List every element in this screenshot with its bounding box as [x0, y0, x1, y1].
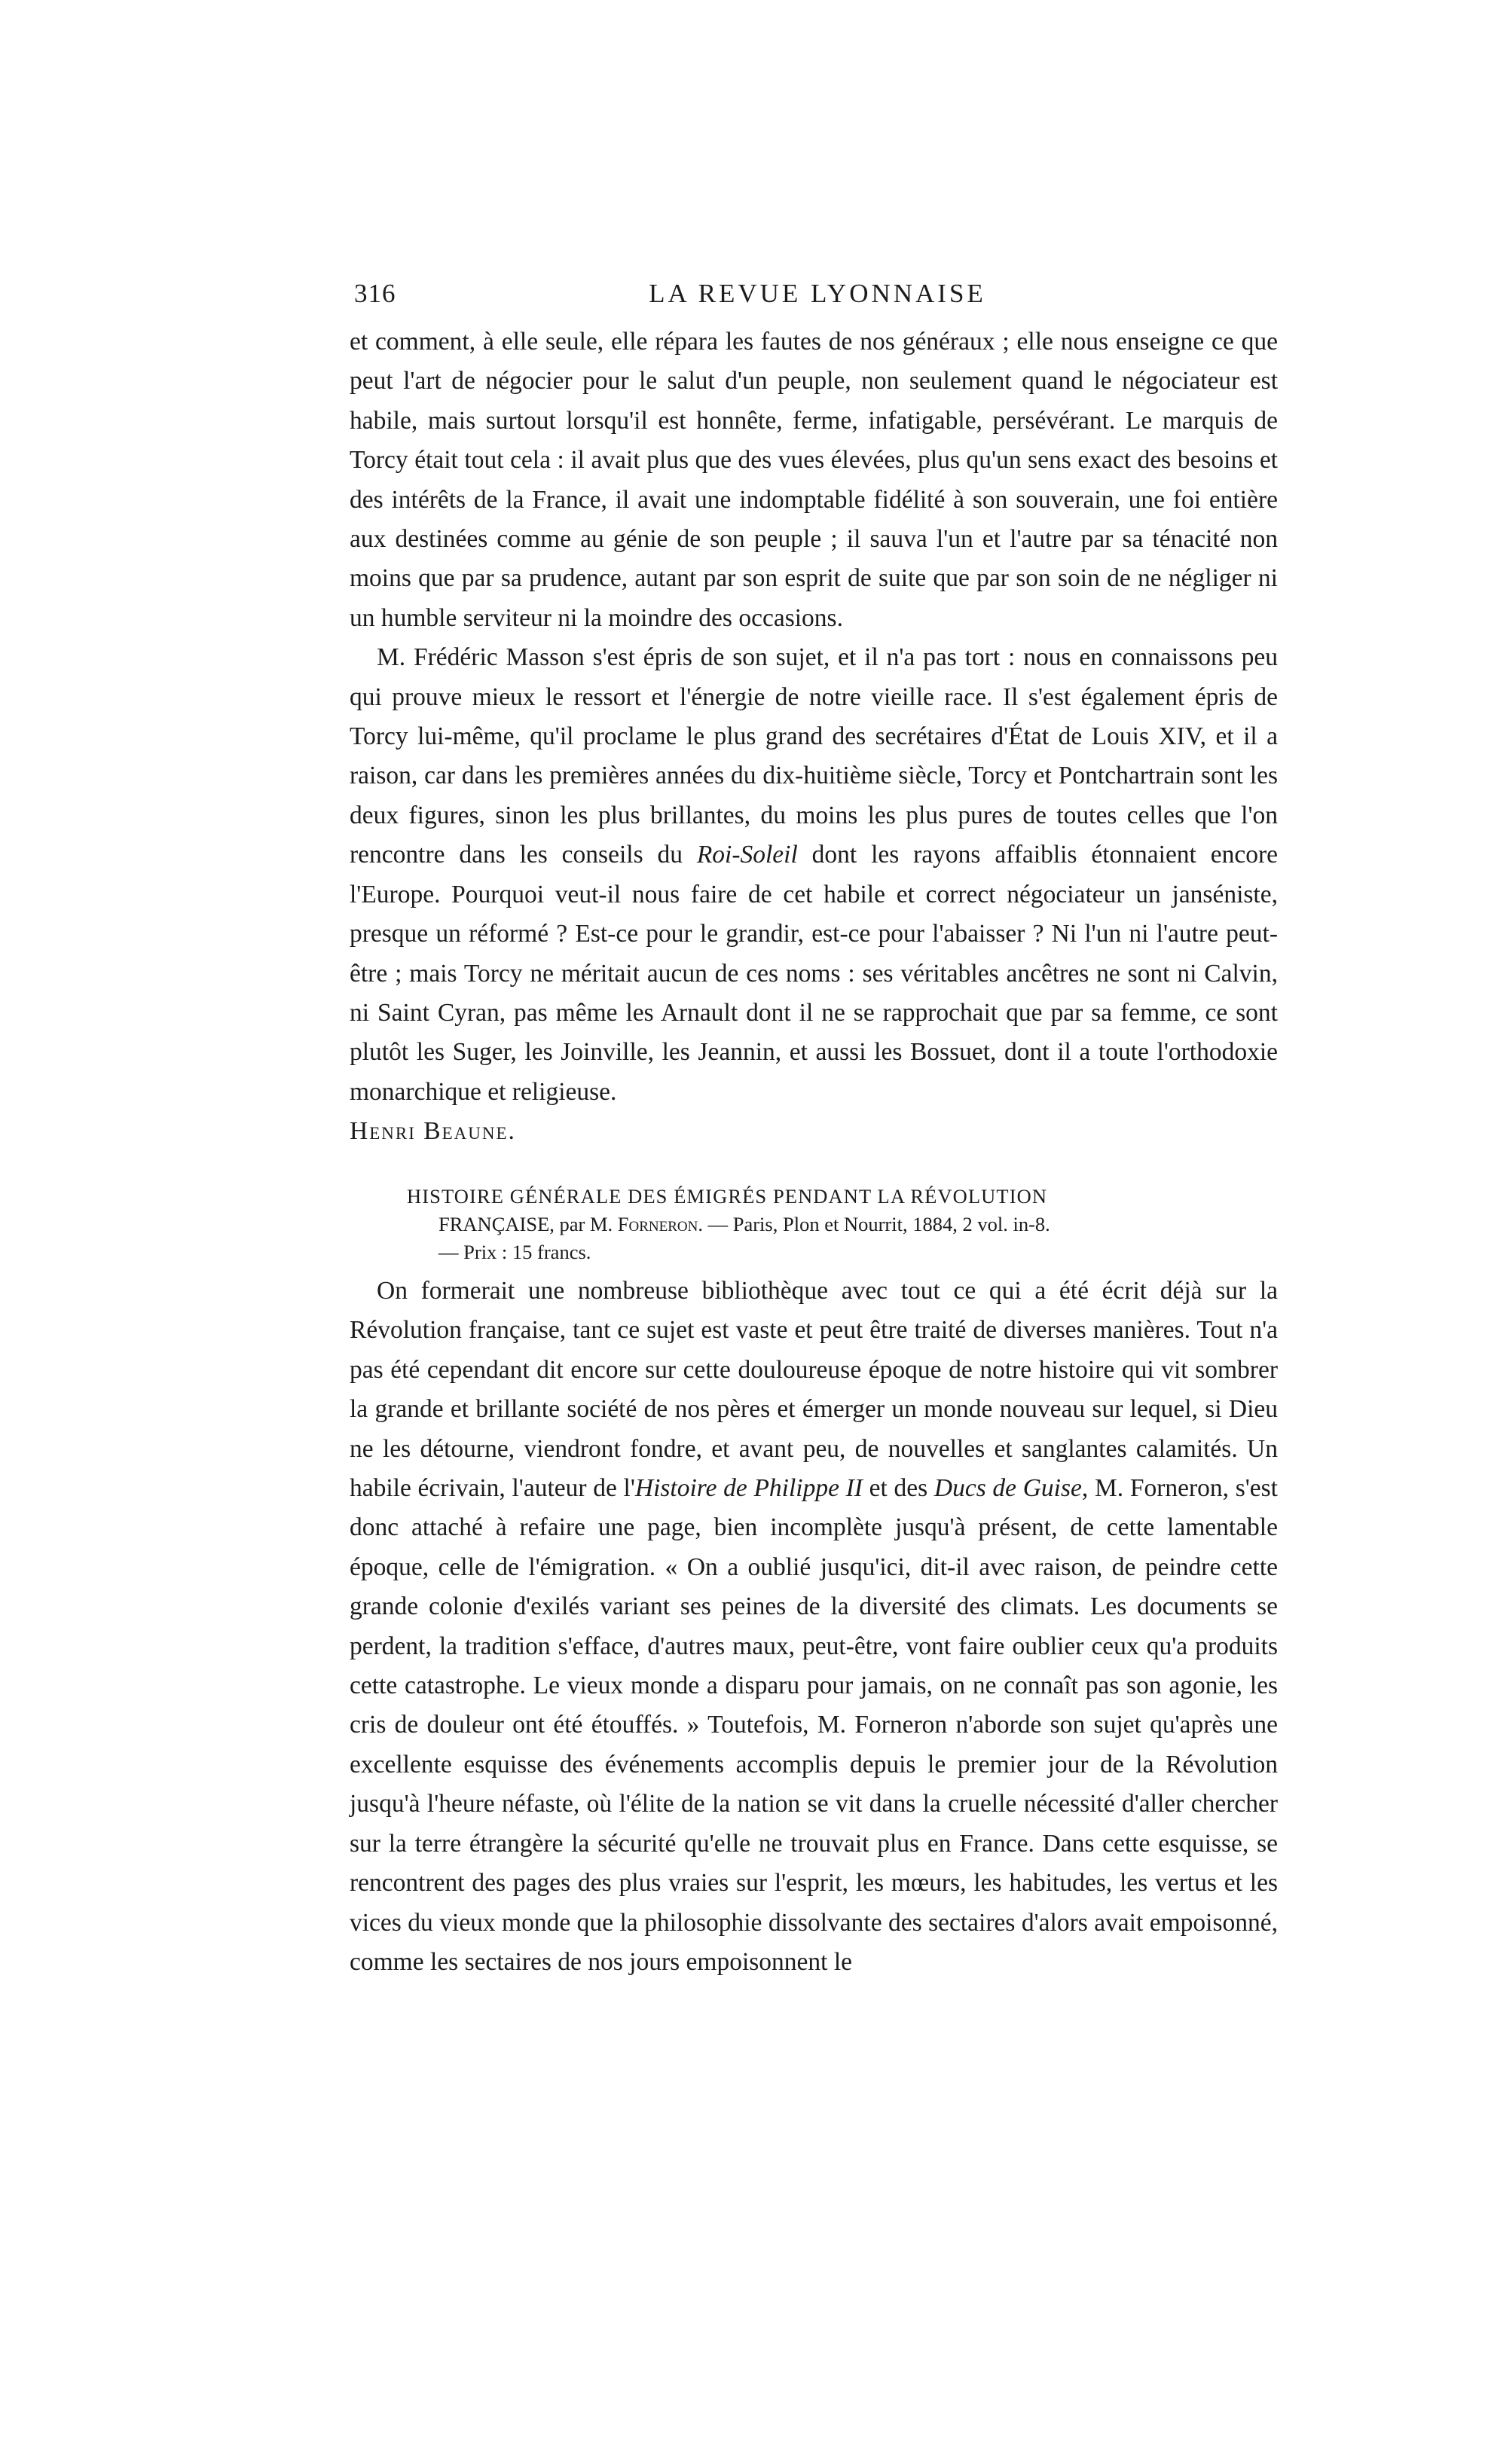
- running-head: [354, 279, 1281, 324]
- review-heading-publication: . — Paris, Plon et Nourrit, 1884, 2 vol. in-8.: [698, 1213, 1050, 1235]
- review-heading-line-2: [407, 1211, 1221, 1238]
- article-continuation: [350, 322, 1278, 1152]
- review-text-part-1: On formerait une nombreuse bibliothèque avec tout ce qui a été écrit déjà sur la Révolution française, tant ce sujet est vaste et peut être traité de diverses manières. Tout n'a pas été cependant dit encore sur cette douloureuse époque de notre histoire qui vit sombrer la grande et brillante société de nos pères et émerger un monde nouveau sur lequel, si Dieu ne les détourne, viendront fondre, et avant peu, de nouvelles et sanglantes calamités. Un habile écrivain, l'auteur de l': [350, 1277, 1278, 1503]
- review-heading: [407, 1183, 1221, 1266]
- article-paragraph-1: et comment, à elle seule, elle répara les fautes de nos généraux ; elle nous enseigne ce que peut l'art de négocier pour le salut d'un peuple, non seulement quand le négociateur est habile, mais surtout lorsqu'il est honnête, ferme, infatigable, persévérant. Le marquis de Torcy était tout cela : il avait plus que des vues élevées, plus qu'un sens exact des besoins et des intérêts de la France, il avait une indomptable fidélité à son souverain, une foi entière aux destinées comme au génie de son peuple ; il sauva l'un et l'autre par sa ténacité non moins que par sa prudence, autant par son esprit de suite que par son soin de ne négliger ni un humble serviteur ni la moindre des occasions.: [350, 328, 1278, 632]
- article-paragraph-2-end: dont les rayons affaiblis étonnaient encore l'Europe. Pourquoi veut-il nous faire de cet habile et correct négociateur un janséniste, presque un réformé ? Est-ce pour le grandir, est-ce pour l'abaisser ? Ni l'un ni l'autre peut-être ; mais Torcy ne méritait aucun de ces noms : ses véritables ancêtres ne sont ni Calvin, ni Saint Cyran, pas même les Arnault dont il ne se rapprochait que par sa femme, ce sont plutôt les Suger, les Joinville, les Jeannin, et aussi les Bossuet, dont il a toute l'orthodoxie monarchique et religieuse.: [350, 841, 1278, 1106]
- review-heading-title-end: FRANÇAISE, par M.: [438, 1213, 618, 1235]
- review-heading-author: Forneron: [617, 1213, 698, 1235]
- review-heading-line-1: HISTOIRE GÉNÉRALE DES ÉMIGRÉS PENDANT LA RÉVOLUTION: [407, 1185, 1048, 1208]
- review-body: [350, 1272, 1278, 1982]
- article-paragraph-2-start: M. Frédéric Masson s'est épris de son sujet, et il n'a pas tort : nous en connaissons peu qui prouve mieux le ressort et l'énergie de notre vieille race. Il s'est également épris de Torcy lui-même, qu'il proclame le plus grand des secrétaires d'État de Louis XIV, et il a raison, car dans les premières années du dix-huitième siècle, Torcy et Pontchartrain sont les deux figures, sinon les plus brillantes, du moins les plus pures de toutes celles que l'on rencontre dans les conseils du: [350, 643, 1278, 869]
- review-text-part-2: et des: [862, 1474, 934, 1503]
- journal-title: LA REVUE LYONNAISE: [649, 279, 986, 308]
- review-paragraph: [350, 1272, 1278, 1982]
- histoire-philippe-italic: Histoire de Philippe II: [634, 1474, 863, 1503]
- author-signature: Henri Beaune.: [350, 1117, 516, 1146]
- ducs-de-guise-italic: Ducs de Guise: [933, 1474, 1082, 1503]
- article-paragraph-2: [350, 638, 1278, 1112]
- page-number: 316: [354, 279, 396, 308]
- review-text-part-3: , M. Forneron, s'est donc attaché à refaire une page, bien incomplète jusqu'à présent, de cette lamentable époque, celle de l'émigration. « On a oublié jusqu'ici, dit-il avec raison, de peindre cette grande colonie d'exilés variant ses peines de la diversité des climats. Les documents se perdent, la tradition s'efface, d'autres maux, peut-être, vont faire oublier ceux qu'a produits cette catastrophe. Le vieux monde a disparu pour jamais, on ne connaît pas son agonie, les cris de douleur ont été étouffés. » Toutefois, M. Forneron n'aborde son sujet qu'après une excellente esquisse des événements accomplis depuis le premier jour de la Révolution jusqu'à l'heure néfaste, où l'élite de la nation se vit dans la cruelle nécessité d'aller chercher sur la terre étrangère la sécurité qu'elle ne trouvait plus en France. Dans cette esquisse, se rencontrent des pages des plus vraies sur l'esprit, les mœurs, les habitudes, les vertus et les vices du vieux monde que la philosophie dissolvante des sectaires d'alors avait empoisonné, comme les sectaires de nos jours empoisonnent le: [350, 1474, 1278, 1976]
- roi-soleil-italic: Roi-Soleil: [696, 841, 798, 869]
- review-heading-price: — Prix : 15 francs.: [438, 1241, 591, 1263]
